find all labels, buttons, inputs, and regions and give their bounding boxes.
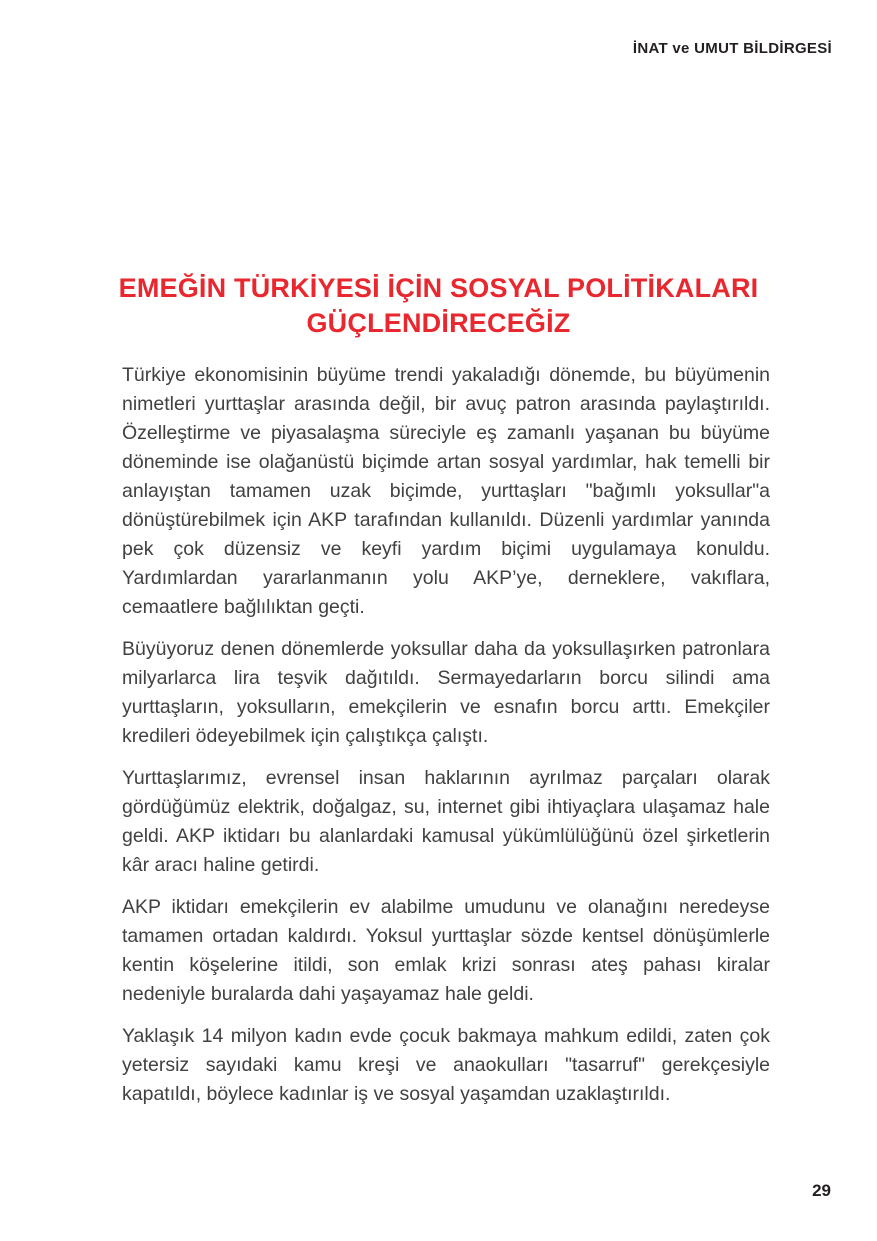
chapter-title-line-2: GÜÇLENDİRECEĞİZ <box>306 308 571 339</box>
paragraph-1: Türkiye ekonomisinin büyüme trendi yakaladığı dönemde, bu büyümenin nimetleri yurttaşlar arasında değil, bir avuç patron arasında paylaştırıldı. Özelleştirme ve piyasalaşma süreciyle eş zamanlı yaşanan bu büyüme döneminde ise olağanüstü biçimde artan sosyal yardımlar, hak temelli bir anlayıştan tamamen uzak biçimde, yurttaşları "bağımlı yoksullar"a dönüştürebilmek için AKP tarafından kullanıldı. Düzenli yardımlar yanında pek çok düzensiz ve keyfi yardım biçimi uygulamaya konuldu. Yardımlardan yararlanmanın yolu AKP’ye, derneklere, vakıflara, cemaatlere bağlılıktan geçti. <box>122 364 770 618</box>
running-header: İNAT ve UMUT BİLDİRGESİ <box>632 40 832 57</box>
body-text <box>122 361 770 1122</box>
chapter-title-line-1: EMEĞİN TÜRKİYESİ İÇİN SOSYAL POLİTİKALARI <box>118 273 759 304</box>
paragraph-2: Büyüyoruz denen dönemlerde yoksullar daha da yoksullaşırken patronlara milyarlarca lira teşvik dağıtıldı. Sermayedarların borcu silindi ama yurttaşların, yoksulların, emekçilerin ve esnafın borcu arttı. Emekçiler kredileri ödeyebilmek için çalıştıkça çalıştı. <box>122 638 770 747</box>
paragraph-4: AKP iktidarı emekçilerin ev alabilme umudunu ve olanağını neredeyse tamamen ortadan kaldırdı. Yoksul yurttaşlar sözde kentsel dönüşümlerle kentin köşelerine itildi, son emlak krizi sonrası ateş pahası kiralar nedeniyle buralarda dahi yaşayamaz hale geldi. <box>122 896 770 1005</box>
paragraph-5: Yaklaşık 14 milyon kadın evde çocuk bakmaya mahkum edildi, zaten çok yetersiz sayıdaki kamu kreşi ve anaokulları "tasarruf" gerekçesiyle kapatıldı, böylece kadınlar iş ve sosyal yaşamdan uzaklaştırıldı. <box>122 1025 770 1105</box>
paragraph-3: Yurttaşlarımız, evrensel insan haklarının ayrılmaz parçaları olarak gördüğümüz elektrik, doğalgaz, su, internet gibi ihtiyaçlara ulaşamaz hale geldi. AKP iktidarı bu alanlardaki kamusal yükümlülüğünü özel şirketlerin kâr aracı haline getirdi. <box>122 767 770 876</box>
chapter-title <box>60 271 817 341</box>
page-number: 29 <box>812 1181 831 1200</box>
